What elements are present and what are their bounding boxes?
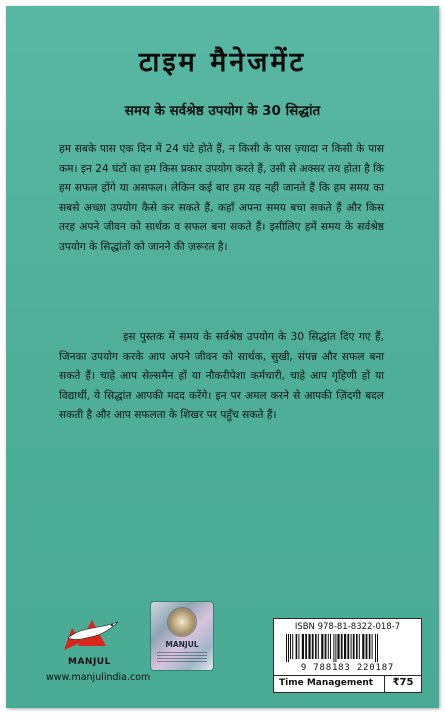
barcode-bar [290, 634, 291, 659]
barcode-bar [351, 634, 352, 659]
barcode-bar [369, 634, 371, 659]
barcode-bar [318, 634, 319, 659]
barcode-bar [308, 634, 310, 659]
hologram-microtext [157, 652, 207, 664]
publisher-name: MANJUL [68, 657, 111, 667]
blurb-paragraph-1: हम सबके पास एक दिन में 24 घंटे होते हैं, न किसी के पास ज़्यादा न किसी के पास कम। इन 24 घंटों का हम किस प्रकार उपयोग करते हैं, उसी से अक्सर तय होता है कि हम सफल होंगे या असफल। लेकिन कई बार हम यह नहीं जानते हैं कि हम समय का सबसे अच्छा उपयोग कैसे कर सकते हैं, कहाँ अपना समय बचा सकते हैं और किस तरह अपने जीवन को सार्थक व सफल बना सकते हैं। इसीलिए हमें समय के सर्वश्रेष्ठ उपयोग के सिद्धांतों को जानने की ज़रूरत है। [59, 143, 384, 253]
hologram-sticker [151, 602, 213, 670]
book-subtitle: समय के सर्वश्रेष्ठ उपयोग के 30 सिद्धांत [124, 103, 321, 119]
barcode-bar [298, 634, 299, 659]
hologram-label: MANJUL [165, 640, 199, 649]
blurb-paragraph-2: इस पुस्तक में समय के सर्वश्रेष्ठ उपयोग के 30 सिद्धांत दिए गए हैं, जिनका उपयोग करके आप अपने जीवन को सार्थक, सुखी, संपन्न और सफल बना सकते हैं। चाहे आप सेल्समैन हों या नौकरीपेशा कर्मचारी, चाहे आप गृहिणी हों या विद्यार्थी, ये सिद्धांत आपकी मदद करेंगे। इन पर अमल करने से आपकी ज़िंदगी बदल सकती है और आप सफलता के शिखर पर पहुँच सकते हैं। [59, 331, 384, 422]
bird-logo-icon [62, 616, 120, 654]
barcode-icon [284, 634, 412, 662]
barcode-bar [330, 634, 331, 659]
barcode-bar [341, 634, 343, 659]
barcode-book-name: Time Management [274, 676, 385, 692]
hologram-emblem-icon [168, 608, 196, 636]
barcode-bar [359, 634, 360, 659]
barcode-bar [312, 634, 314, 659]
barcode-bar [292, 634, 293, 659]
barcode-bar [315, 634, 317, 659]
publisher-website: www.manjulindia.com [46, 672, 151, 683]
barcode-bar [375, 634, 376, 662]
barcode-bar [356, 634, 358, 659]
barcode-bar [344, 634, 346, 659]
price-tag: ₹75 [392, 677, 414, 688]
barcode-bar [328, 634, 329, 659]
isbn-text: ISBN 978-81-8322-018-7 [294, 622, 401, 632]
price-row [274, 675, 421, 692]
barcode-label [274, 619, 421, 692]
back-cover [6, 6, 439, 708]
barcode-bar [288, 634, 289, 662]
barcode-bar [296, 634, 298, 659]
barcode-bar [377, 634, 378, 662]
barcode-bar [372, 634, 373, 659]
barcode-bar [353, 634, 355, 659]
barcode-bar [335, 634, 336, 662]
barcode-bar [286, 634, 287, 662]
barcode-bar [305, 634, 307, 659]
barcode-bar [347, 634, 349, 659]
barcode-bar [325, 634, 327, 659]
barcode-bar [333, 634, 334, 662]
barcode-bar [362, 634, 364, 659]
barcode-digits: 9 788183 220187 [300, 663, 395, 673]
book-title: टाइम मैनेजमेंट [138, 47, 307, 78]
barcode-bar [302, 634, 304, 659]
barcode-bar [321, 634, 323, 659]
barcode-bar [366, 634, 368, 659]
barcode-bar [337, 634, 339, 659]
